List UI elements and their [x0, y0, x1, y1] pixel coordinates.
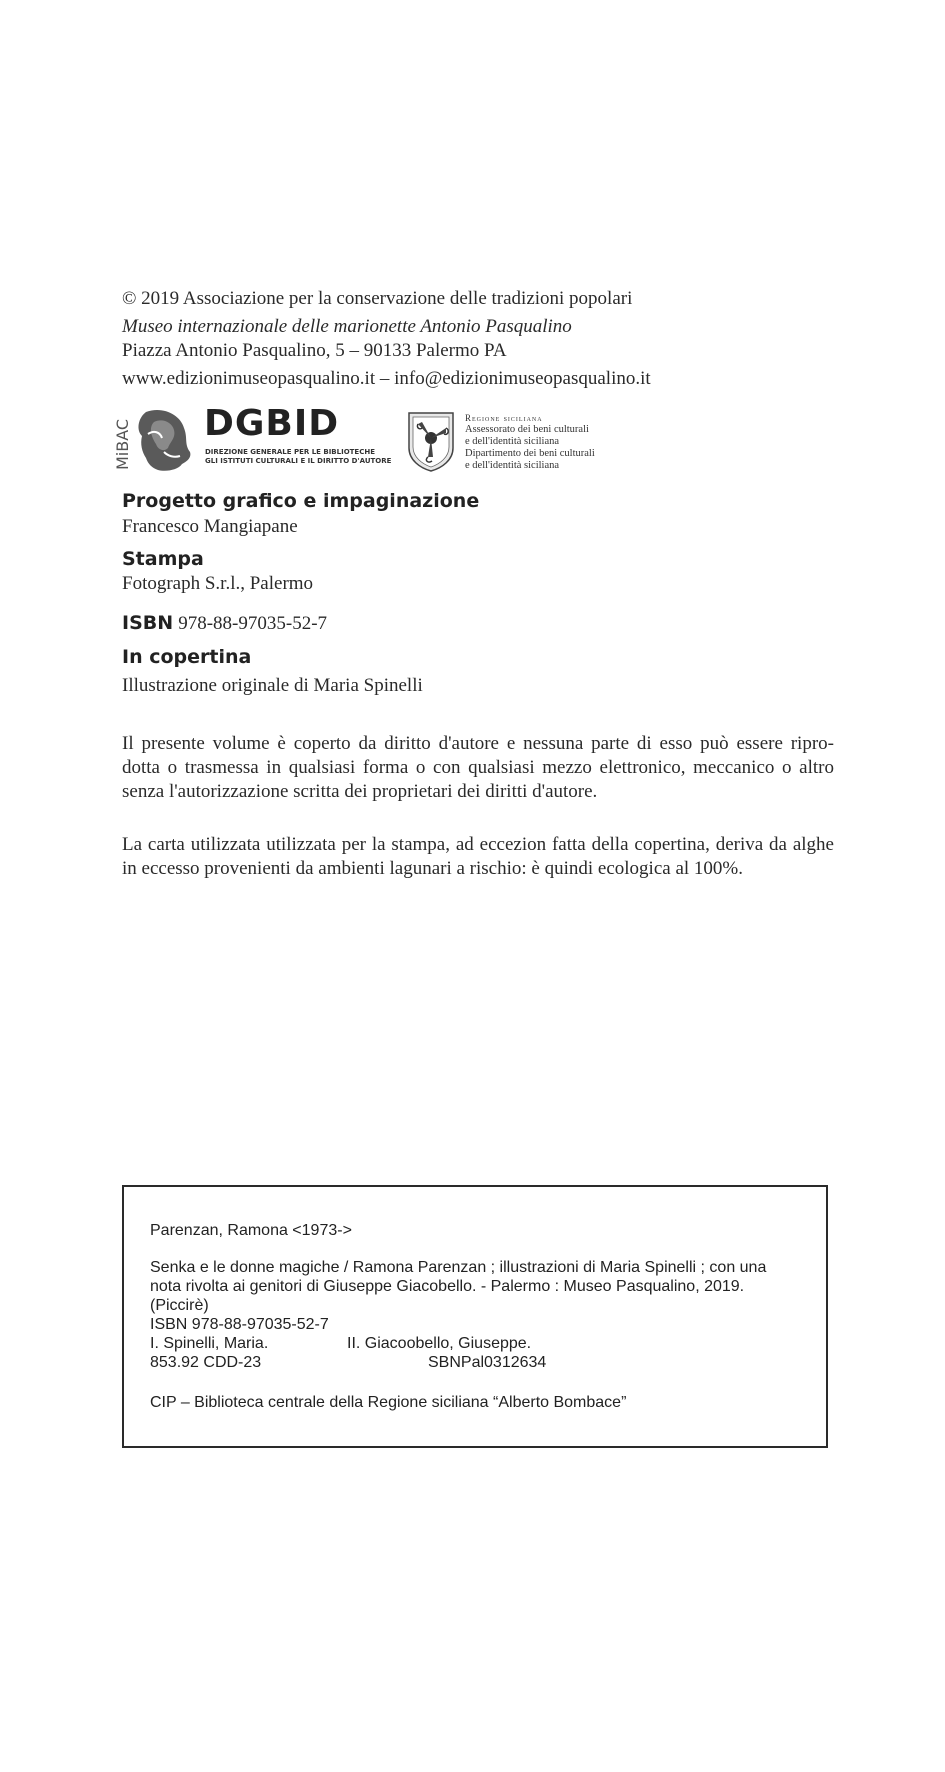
cip-description-1: Senka e le donne magiche / Ramona Parenzan ; illustrazioni di Maria Spinelli ; con una [150, 1259, 767, 1276]
dgbid-title: DGBID [204, 403, 340, 444]
isbn-label: ISBN [122, 612, 174, 634]
rights-line-2: dotta o trasmessa in qualsiasi forma o con qualsiasi mezzo elettronico, meccanico o altro [122, 757, 834, 778]
dgbid-subtitle-2: GLI ISTITUTI CULTURALI E IL DIRITTO D'AUTORE [205, 457, 392, 465]
regione-siciliana-crest-icon [406, 410, 456, 472]
isbn-line [122, 612, 327, 635]
paper-line-2: in eccesso provenienti da ambienti lagunari a rischio: è quindi ecologica al 100%. [122, 858, 743, 879]
mibac-logo [113, 408, 198, 472]
cip-source: CIP – Biblioteca centrale della Regione siciliana “Alberto Bombace” [150, 1394, 627, 1411]
rights-line-1: Il presente volume è coperto da diritto d'autore e nessuna parte di esso può essere ripro- [122, 733, 834, 754]
rights-paragraph [122, 732, 834, 804]
isbn-value: 978-88-97035-52-7 [178, 613, 328, 634]
region-line-3: e dell'identità siciliana [465, 436, 560, 447]
cip-description-2: nota rivolta ai genitori di Giuseppe Giacobello. - Palermo : Museo Pasqualino, 2019. [150, 1278, 745, 1295]
paper-line-1: La carta utilizzata utilizzata per la stampa, ad eccezion fatta della copertina, deriva da alghe [122, 834, 834, 855]
dgbid-subtitle-1: DIREZIONE GENERALE PER LE BIBLIOTECHE [205, 448, 375, 456]
region-line-4: Dipartimento dei beni culturali [465, 448, 595, 459]
region-line-1: Regione siciliana [465, 413, 543, 423]
rights-line-3: senza l'autorizzazione scritta dei proprietari dei diritti d'autore. [122, 781, 598, 802]
copyright-line: © 2019 Associazione per la conservazione delle tradizioni popolari [122, 288, 633, 309]
web-contacts: www.edizionimuseopasqualino.it – info@edizionimuseopasqualino.it [122, 368, 651, 389]
print-heading: Stampa [122, 548, 204, 570]
region-line-2: Assessorato dei beni culturali [465, 424, 589, 435]
print-value: Fotograph S.r.l., Palermo [122, 573, 314, 594]
design-heading: Progetto grafico e impaginazione [122, 490, 480, 512]
region-line-5: e dell'identità siciliana [465, 460, 560, 471]
cip-author: Parenzan, Ramona <1973-> [150, 1222, 352, 1239]
address: Piazza Antonio Pasqualino, 5 – 90133 Palermo PA [122, 340, 507, 361]
cip-entry-2: II. Giacoobello, Giuseppe. [347, 1335, 532, 1352]
museum-name: Museo internazionale delle marionette Antonio Pasqualino [122, 316, 572, 337]
cip-isbn: ISBN 978-88-97035-52-7 [150, 1316, 329, 1333]
cip-classification: 853.92 CDD-23 [150, 1354, 262, 1371]
cover-value: Illustrazione originale di Maria Spinelli [122, 675, 423, 696]
cip-entry-1: I. Spinelli, Maria. [150, 1335, 269, 1352]
cip-description-3: (Piccirè) [150, 1297, 209, 1314]
cip-sbn: SBNPal0312634 [428, 1354, 547, 1371]
paper-paragraph [122, 833, 834, 881]
cover-heading: In copertina [122, 646, 252, 668]
regione-siciliana-text [465, 412, 595, 472]
svg-text:MiBAC: MiBAC [113, 418, 132, 470]
design-value: Francesco Mangiapane [122, 516, 298, 537]
